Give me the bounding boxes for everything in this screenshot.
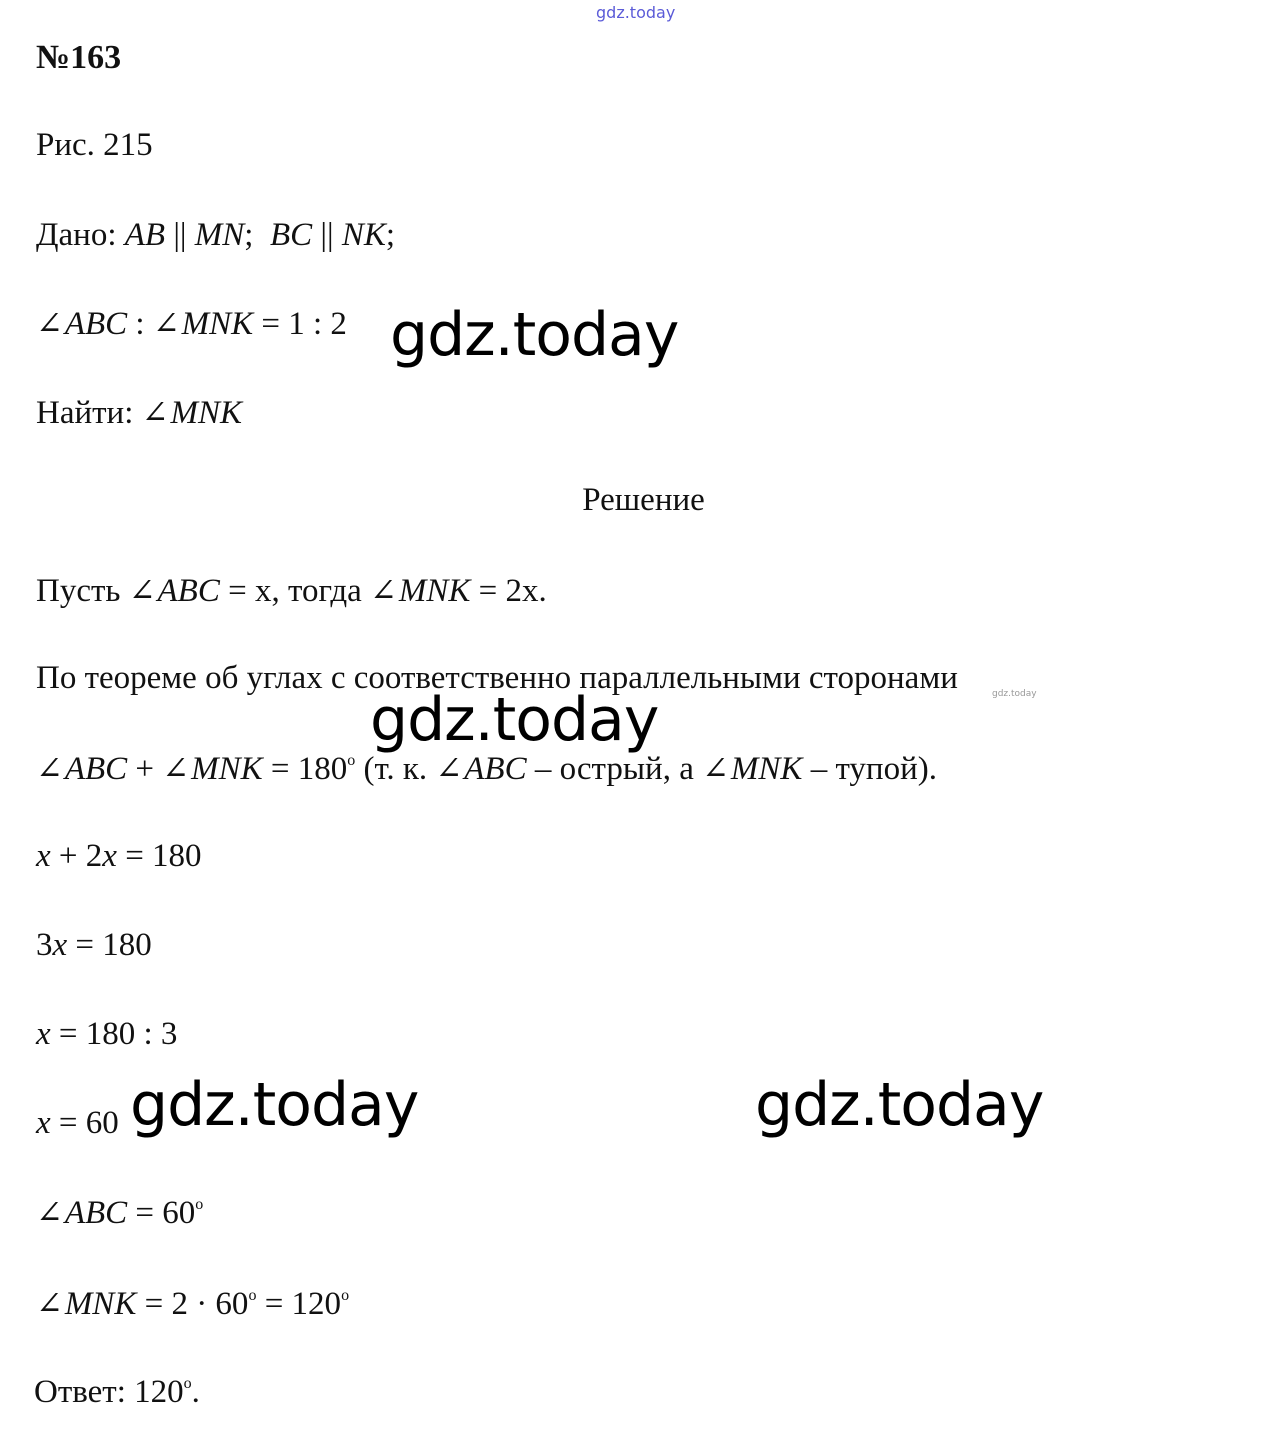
- angle-icon: ∠: [36, 305, 63, 341]
- result-1: [36, 1192, 203, 1233]
- degree-sign: o: [248, 1287, 257, 1304]
- angle-icon: ∠: [36, 1285, 63, 1321]
- var-x: x: [52, 927, 68, 963]
- theorem-line: По теореме об углах с соответственно параллельными сторонами: [36, 660, 958, 696]
- degree-sign: o: [341, 1287, 350, 1304]
- eq-end: = 60: [58, 1105, 119, 1141]
- reason-start: (т. к.: [363, 751, 428, 787]
- parallel-sign: ||: [320, 217, 334, 253]
- angle-icon: ∠: [152, 305, 180, 341]
- let-line: [36, 570, 547, 611]
- angle-icon: ∠: [435, 750, 463, 786]
- reason-angle-mnk: MNK: [730, 751, 803, 787]
- reason-end: – тупой).: [810, 751, 937, 787]
- reason-angle-abc: ABC: [464, 751, 527, 787]
- answer-label: Ответ:: [34, 1374, 126, 1410]
- degree-sign: o: [183, 1375, 192, 1392]
- reason-mid: – острый, а: [534, 751, 694, 787]
- find-angle: MNK: [170, 395, 242, 431]
- let-angle-mnk: MNK: [398, 573, 471, 609]
- let-angle-abc: ABC: [157, 573, 220, 609]
- angle-icon: ∠: [141, 394, 169, 430]
- answer-end: .: [191, 1374, 200, 1410]
- parallel-sign: ||: [173, 217, 187, 253]
- result-2: [36, 1283, 349, 1324]
- angle-icon: ∠: [36, 750, 63, 786]
- result-angle-mnk: MNK: [64, 1286, 137, 1322]
- plus-sign: +: [135, 751, 155, 787]
- segment-ab: AB: [124, 217, 166, 253]
- result-angle-abc: ABC: [64, 1195, 128, 1231]
- given-ratio-line: [36, 303, 347, 344]
- angle-icon: ∠: [370, 572, 397, 608]
- watermark: gdz.today: [130, 1070, 419, 1140]
- angle-mnk: MNK: [181, 306, 254, 342]
- var-x: x: [36, 838, 51, 874]
- watermark: gdz.today: [390, 300, 679, 370]
- let-prefix: Пусть: [36, 573, 121, 609]
- eq-end: = 180: [125, 838, 202, 874]
- watermark: gdz.today: [370, 685, 659, 755]
- segment-bc: BC: [269, 217, 313, 253]
- segment-mn: MN: [194, 217, 245, 253]
- ratio-value: = 1 : 2: [261, 306, 347, 342]
- eq-end: = 180: [75, 927, 152, 963]
- given-label: Дано:: [36, 217, 117, 253]
- sum-line: [36, 748, 937, 789]
- equation-2: [36, 925, 152, 965]
- solution-heading: Решение: [582, 482, 705, 518]
- equation-1: [36, 836, 202, 876]
- sum-angle-mnk: MNK: [191, 751, 263, 787]
- angle-abc: ABC: [64, 306, 128, 342]
- var-x: x: [36, 1016, 51, 1052]
- angle-icon: ∠: [162, 750, 190, 786]
- segment-nk: NK: [341, 217, 386, 253]
- angle-icon: ∠: [36, 1194, 63, 1230]
- find-label: Найти:: [36, 395, 134, 431]
- result-eq: = 60: [135, 1195, 196, 1231]
- var-x: x: [102, 838, 117, 874]
- find-line: [36, 392, 242, 433]
- eq-mid: + 2: [58, 838, 103, 874]
- watermark-tiny: gdz.today: [992, 689, 1037, 699]
- answer-value: 120: [134, 1374, 184, 1410]
- angle-icon: ∠: [702, 750, 729, 786]
- let-mid: = x, тогда: [228, 573, 362, 609]
- result-eq2: = 120: [264, 1286, 342, 1322]
- problem-number: №163: [36, 39, 122, 76]
- eq-end: = 180 : 3: [58, 1016, 178, 1052]
- result-eq: = 2 · 60: [144, 1286, 249, 1322]
- var-x: x: [36, 1105, 51, 1141]
- equation-3: [36, 1014, 177, 1054]
- given-line: [36, 215, 395, 255]
- degree-sign: o: [195, 1196, 204, 1213]
- coef: 3: [36, 927, 53, 963]
- separator: ;: [244, 217, 254, 253]
- equation-4: [36, 1103, 119, 1143]
- separator: ;: [385, 217, 396, 253]
- let-end: = 2x.: [478, 573, 547, 609]
- sum-angle-abc: ABC: [64, 751, 128, 787]
- ratio-colon: :: [135, 306, 145, 342]
- watermark: gdz.today: [755, 1070, 1044, 1140]
- degree-sign: o: [347, 752, 356, 769]
- watermark-top: gdz.today: [596, 3, 676, 22]
- figure-reference: Рис. 215: [36, 127, 153, 163]
- answer-line: [34, 1372, 200, 1412]
- sum-eq: = 180: [270, 751, 348, 787]
- angle-icon: ∠: [128, 572, 156, 608]
